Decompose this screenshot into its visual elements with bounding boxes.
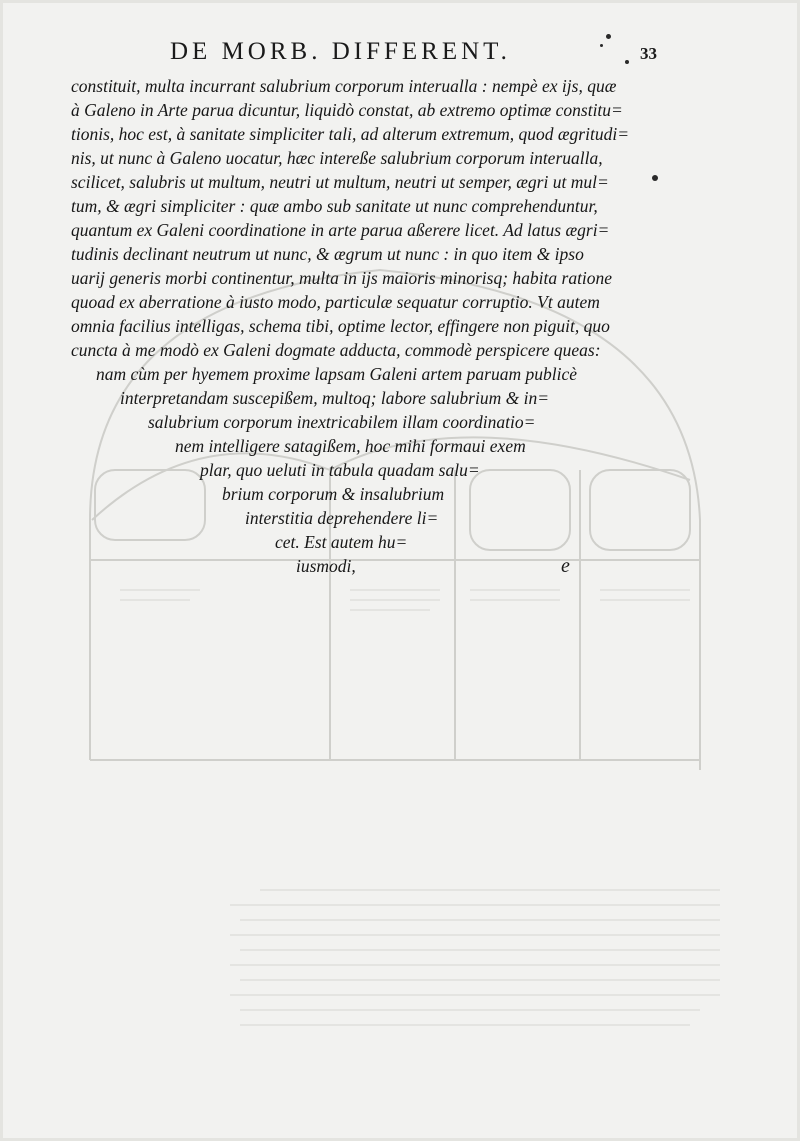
ink-speck <box>600 44 603 47</box>
text-line: uarij generis morbi continentur, multa in ijs maioris minorisq; habita ratione <box>71 268 613 288</box>
text-line: plar, quo ueluti in tabula quadam salu= <box>200 460 480 480</box>
text-line: tionis, hoc est, à sanitate simpliciter tali, ad alterum extremum, quod ægritudi= <box>71 124 630 144</box>
text-line: tum, & ægri simpliciter : quæ ambo sub sanitate ut nunc comprehenduntur, <box>71 196 598 216</box>
text-line: interpretandam suscepißem, multoq; labore salubrium & in= <box>120 388 550 408</box>
text-line: omnia facilius intelligas, schema tibi, optime lector, effingere non piguit, quo <box>71 316 610 336</box>
page-number: 33 <box>640 44 657 63</box>
text-line: brium corporum & insalubrium <box>222 484 445 504</box>
signature-mark: e <box>561 555 570 577</box>
text-line: nem intelligere satagißem, hoc mihi formaui exem <box>175 436 526 456</box>
text-line: cuncta à me modò ex Galeni dogmate adducta, commodè perspicere queas: <box>71 340 601 360</box>
text-line: tudinis declinant neutrum ut nunc, & ægrum ut nunc : in quo item & ipso <box>71 244 584 264</box>
text-line: nam cùm per hyemem proxime lapsam Galeni artem paruam publicè <box>96 364 577 384</box>
ink-speck <box>606 34 611 39</box>
text-line: interstitia deprehendere li= <box>245 508 439 528</box>
text-line: scilicet, salubris ut multum, neutri ut multum, neutri ut semper, ægri ut mul= <box>71 172 609 192</box>
text-line: iusmodi, <box>296 556 356 576</box>
ink-speck <box>625 60 629 64</box>
text-line: cet. Est autem hu= <box>275 532 408 552</box>
text-line: salubrium corporum inextricabilem illam coordinatio= <box>148 412 536 432</box>
text-line: quoad ex aberratione à iusto modo, particulæ sequatur corruptio. Vt autem <box>71 292 600 312</box>
running-head: DE MORB. DIFFERENT. <box>170 38 511 65</box>
ink-speck <box>652 175 658 181</box>
text-line: constituit, multa incurrant salubrium corporum interualla : nempè ex ijs, quæ <box>71 76 617 96</box>
text-line: nis, ut nunc à Galeno uocatur, hæc intereße salubrium corporum interualla, <box>71 148 603 168</box>
text-line: quantum ex Galeni coordinatione in arte parua aßerere licet. Ad latus ægri= <box>71 220 610 240</box>
text-line: à Galeno in Arte parua dicuntur, liquidò constat, ab extremo optimæ constitu= <box>71 100 623 120</box>
